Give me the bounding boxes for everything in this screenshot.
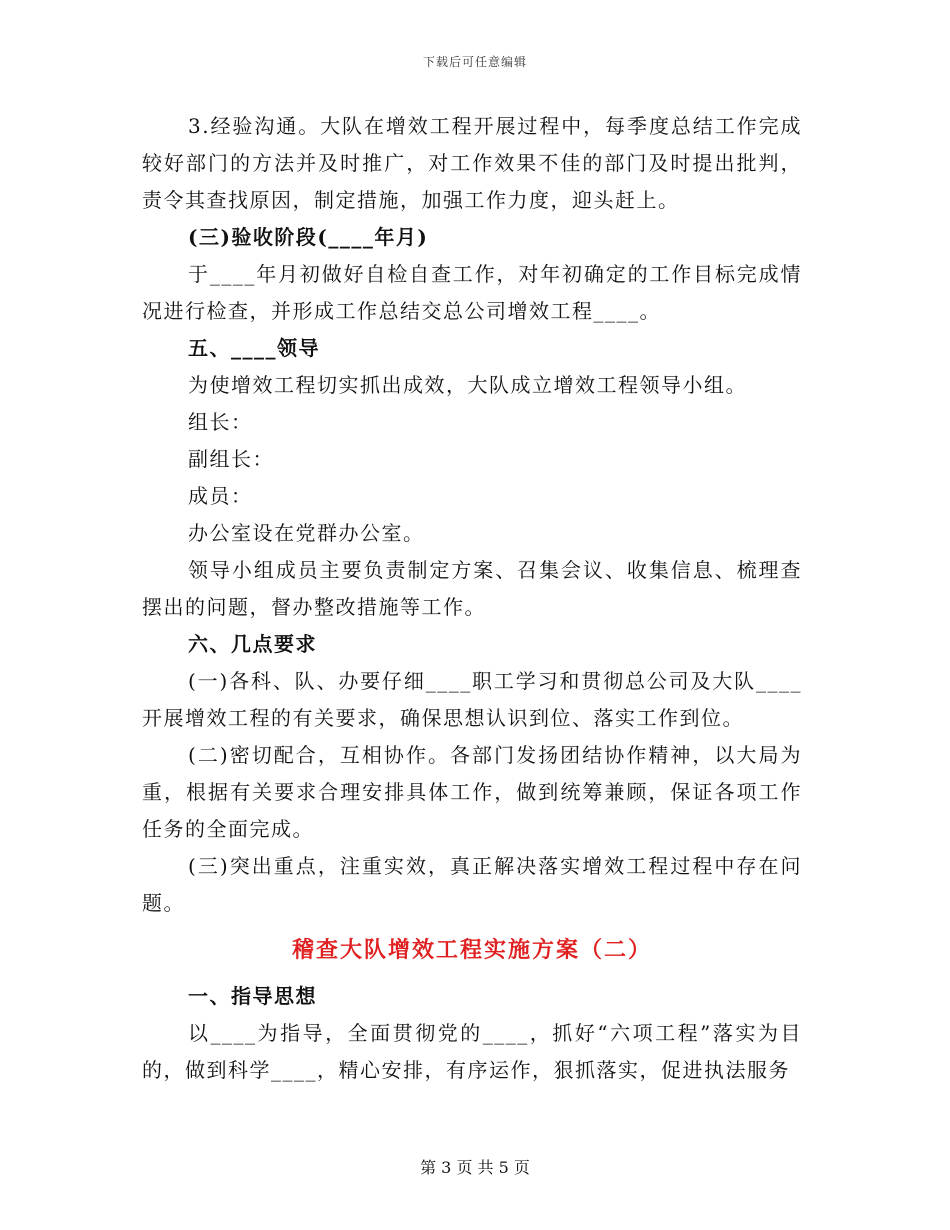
paragraph-group-leader: 组长： bbox=[188, 410, 253, 434]
paragraph-experience-exchange: 3.经验沟通。大队在增效工程开展过程中，每季度总结工作完成较好部门的方法并及时推广，对工作效果不佳的部门及时提出批判，责令其查找原因，制定措施，加强工作力度，迎头赶上。 bbox=[142, 114, 802, 212]
paragraph-self-inspection: 于____年月初做好自检自查工作，对年初确定的工作目标完成情况进行检查，并形成工作总结交总公司增效工程____。 bbox=[142, 262, 802, 323]
heading-section-six: 六、几点要求 bbox=[188, 632, 317, 656]
paragraph-guiding-ideology: 以____为指导，全面贯彻党的____，抓好“六项工程”落实为目的，做到科学____，精心安排，有序运作，狠抓落实，促进执法服务 bbox=[142, 1021, 802, 1082]
paragraph-deputy-leader: 副组长： bbox=[188, 447, 274, 471]
paragraph-responsibilities: 领导小组成员主要负责制定方案、召集会议、收集信息、梳理查摆出的问题，督办整改措施等工作。 bbox=[142, 558, 802, 619]
document-title-part-two: 稽查大队增效工程实施方案（二） bbox=[291, 937, 652, 963]
page-header: 下载后可任意编辑 bbox=[422, 55, 527, 69]
heading-section-five: 五、____领导 bbox=[188, 336, 320, 360]
paragraph-office: 办公室设在党群办公室。 bbox=[188, 521, 425, 545]
heading-acceptance-stage: (三)验收阶段(____年月) bbox=[188, 225, 429, 249]
heading-guiding-ideology: 一、指导思想 bbox=[188, 984, 317, 1008]
document-body bbox=[142, 108, 802, 1089]
paragraph-members: 成员： bbox=[188, 484, 253, 508]
paragraph-requirement-one: (一)各科、队、办要仔细____职工学习和贯彻总公司及大队____开展增效工程的有关要求，确保思想认识到位、落实工作到位。 bbox=[142, 669, 802, 730]
paragraph-leading-group: 为使增效工程切实抓出成效，大队成立增效工程领导小组。 bbox=[188, 373, 747, 397]
paragraph-requirement-three: (三)突出重点，注重实效，真正解决落实增效工程过程中存在问题。 bbox=[142, 854, 802, 915]
page-footer: 第 3 页 共 5 页 bbox=[420, 1158, 530, 1177]
paragraph-requirement-two: (二)密切配合，互相协作。各部门发扬团结协作精神，以大局为重，根据有关要求合理安排具体工作，做到统筹兼顾，保证各项工作任务的全面完成。 bbox=[142, 743, 802, 841]
